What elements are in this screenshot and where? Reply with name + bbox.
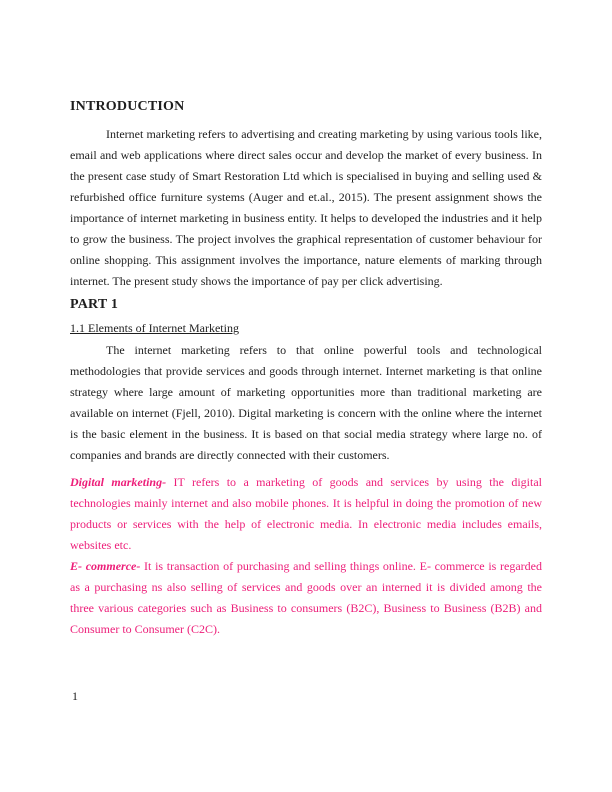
page-number: 1 bbox=[72, 689, 78, 703]
subsection-1-1-heading: 1.1 Elements of Internet Marketing bbox=[70, 321, 239, 335]
digital-marketing-definition bbox=[70, 472, 542, 556]
part1-paragraph: The internet marketing refers to that online powerful tools and technological methodologies that provide services and goods through internet. Internet marketing is that online strategy where large amount of marketing opportunities more than traditional marketing are available on internet (Fjell, 2010). Digital marketing is concern with the online where the internet is the basic element in the business. It is based on that social media strategy where large no. of companies and brands are directly connected with their customers. bbox=[70, 343, 542, 462]
introduction-paragraph: Internet marketing refers to advertising and creating marketing by using various tools like, email and web applications where direct sales occur and develop the market of every business. In the present case study of Smart Restoration Ltd which is specialised in buying and selling used & refurbished office furniture systems (Auger and et.al., 2015). The present assignment shows the importance of internet marketing in business entity. It helps to developed the industries and it help to grow the business. The project involves the graphical representation of customer behaviour for online shopping. This assignment involves the importance, nature elements of marking through internet. The present study shows the importance of pay per click advertising. bbox=[70, 127, 542, 288]
ecommerce-definition bbox=[70, 556, 542, 640]
digital-marketing-text: IT refers to a marketing of goods and services by using the digital technologies mainly internet and also mobile phones. It is helpful in doing the promotion of new products or services with the help of electronic media. In electronic media includes emails, websites etc. bbox=[70, 475, 543, 552]
document-content bbox=[70, 98, 542, 640]
ecommerce-text: It is transaction of purchasing and selling things online. E- commerce is regarded as a purchasing ns also selling of services and goods over an interned it is divided among the three various categories such as Business to consumers (B2C), Business to Business (B2B) and Consumer to Consumer (C2C). bbox=[70, 559, 542, 636]
digital-marketing-term: Digital marketing- bbox=[70, 475, 167, 489]
part1-heading: PART 1 bbox=[70, 297, 119, 312]
introduction-heading: INTRODUCTION bbox=[70, 99, 185, 114]
ecommerce-term: E- commerce- bbox=[70, 559, 141, 573]
